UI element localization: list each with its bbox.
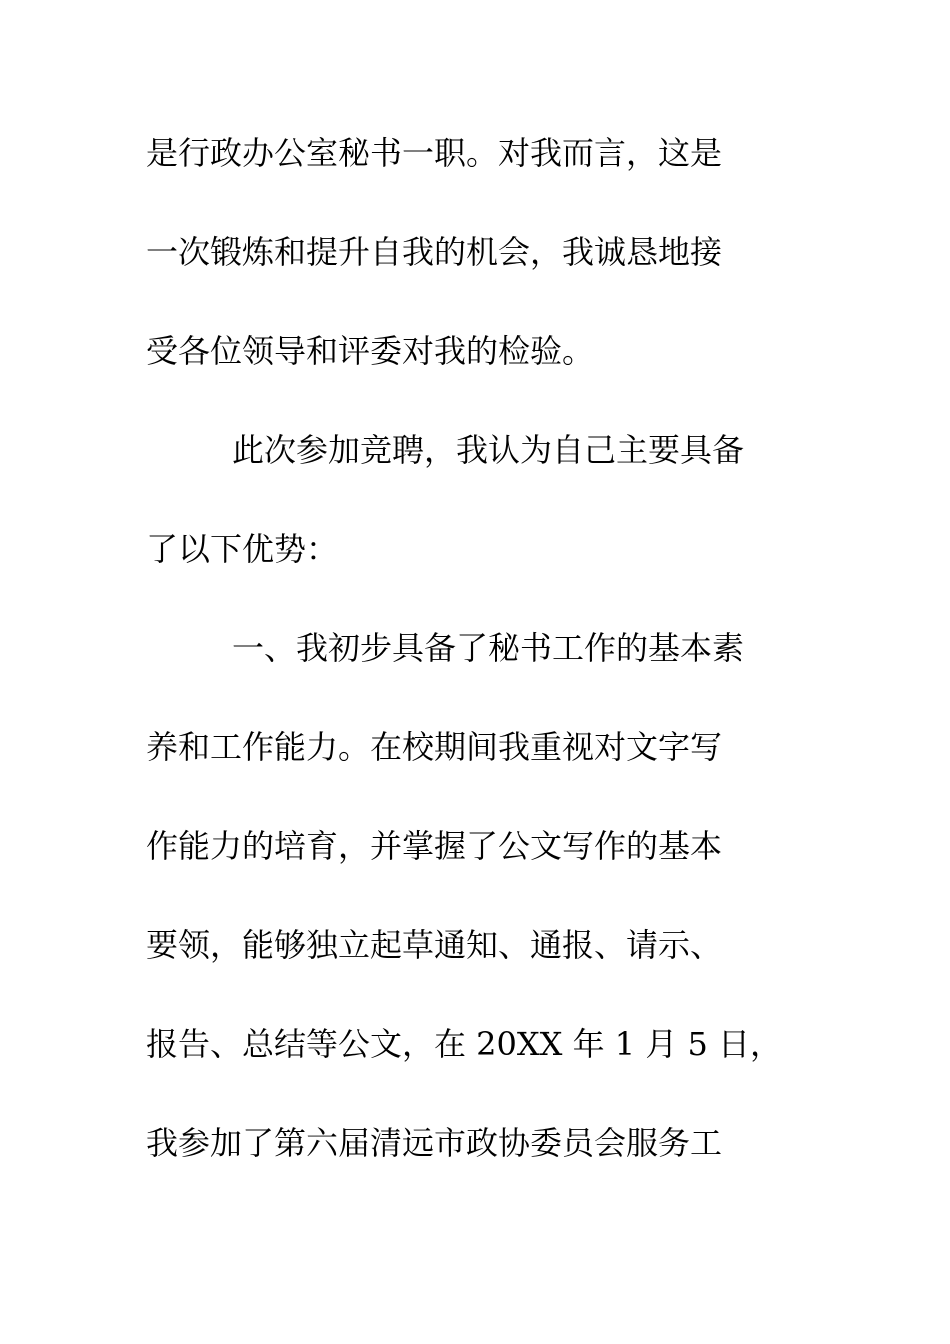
body-text-line: 养和工作能力。在校期间我重视对文字写 bbox=[146, 728, 723, 766]
body-text-line: 了以下优势： bbox=[146, 530, 339, 568]
paragraph-first-line: 此次参加竞聘，我认为自己主要具备 bbox=[232, 431, 745, 469]
body-text-line: 我参加了第六届清远市政协委员会服务工 bbox=[146, 1124, 723, 1162]
body-text-line: 是行政办公室秘书一职。对我而言，这是 bbox=[146, 134, 723, 172]
body-text-line: 作能力的培育，并掌握了公文写作的基本 bbox=[146, 827, 723, 865]
body-text-line: 一次锻炼和提升自我的机会，我诚恳地接 bbox=[146, 233, 723, 271]
body-text-line: 报告、总结等公文，在 20XX 年 1 月 5 日， bbox=[146, 1025, 783, 1063]
body-text-line: 受各位领导和评委对我的检验。 bbox=[146, 332, 595, 370]
paragraph-first-line: 一、我初步具备了秘书工作的基本素 bbox=[232, 629, 745, 667]
body-text-line: 要领，能够独立起草通知、通报、请示、 bbox=[146, 926, 723, 964]
